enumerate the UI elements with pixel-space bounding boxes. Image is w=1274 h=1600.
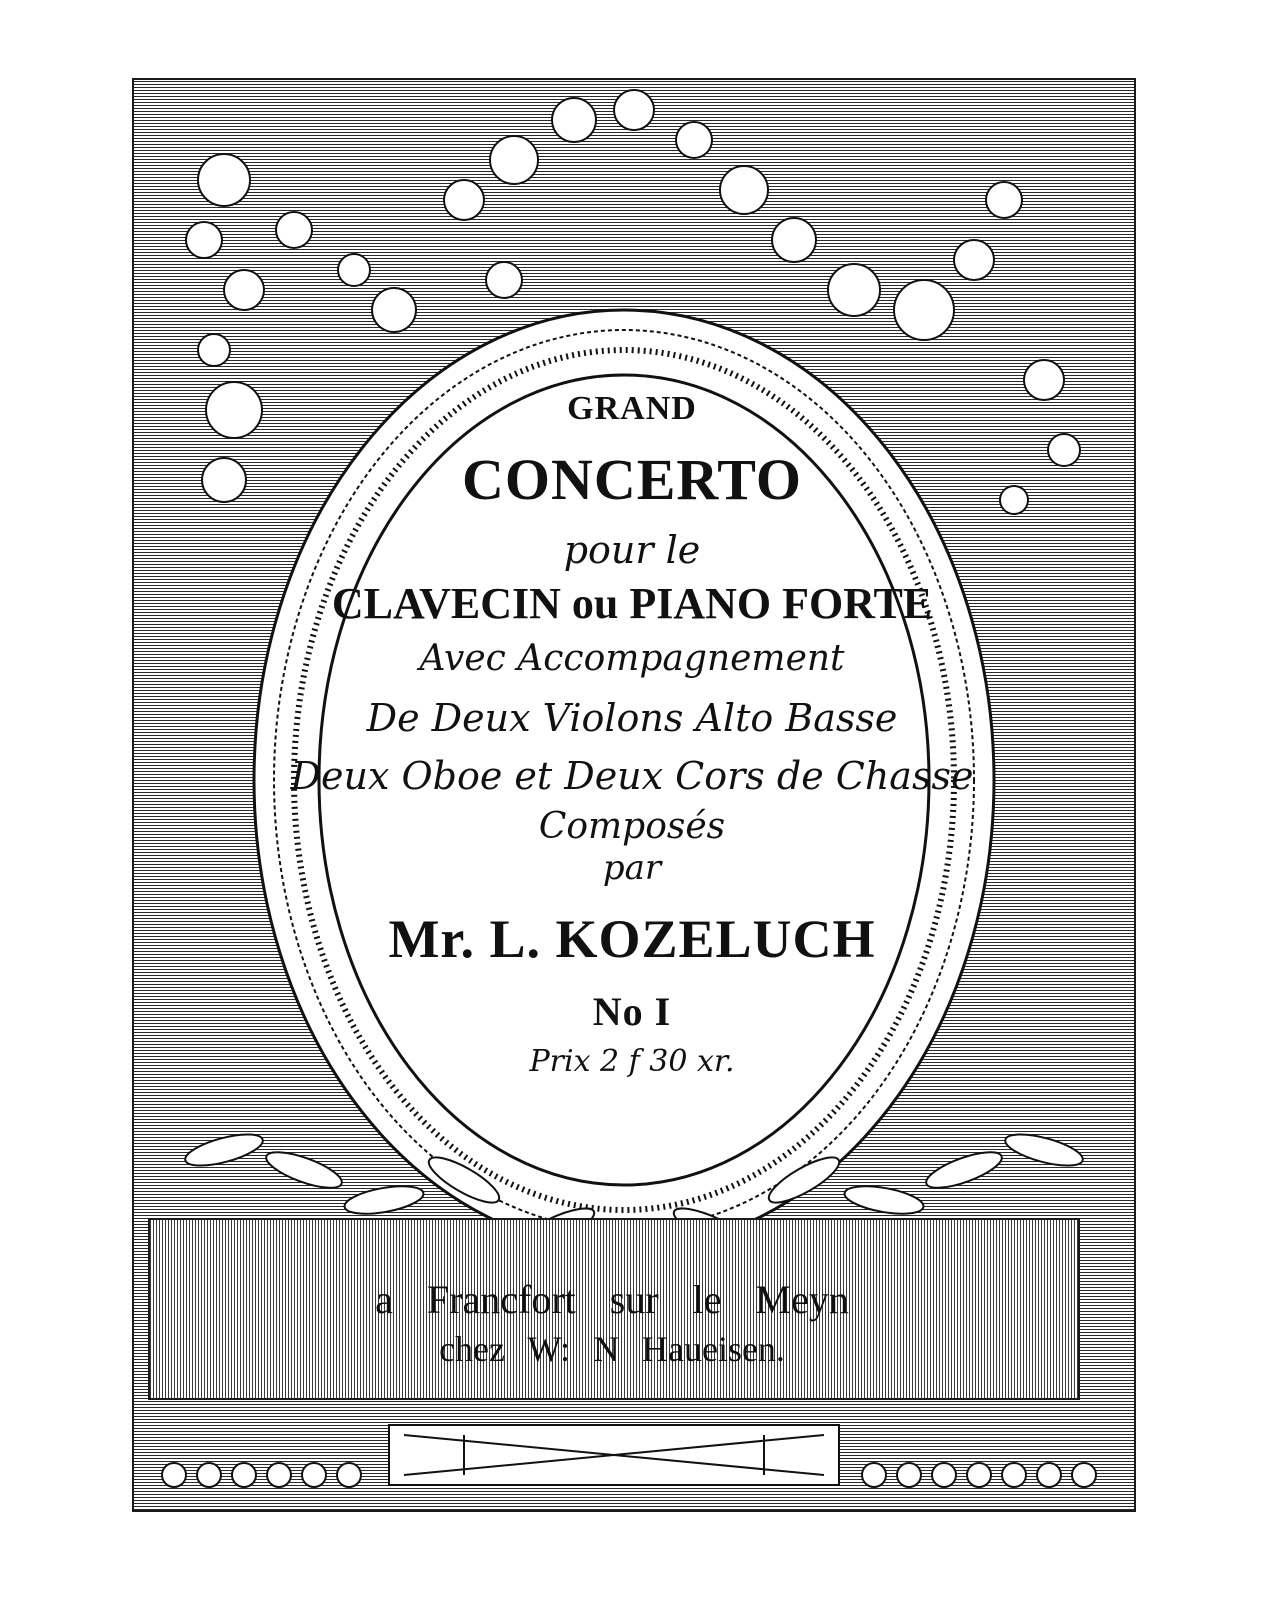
title-number: No I [592, 989, 672, 1034]
publisher-place: a Francfort sur le Meyn [375, 1277, 849, 1322]
title-instruments-winds: Deux Oboe et Deux Cors de Chasse [290, 754, 974, 798]
title-grand: GRAND [567, 390, 697, 427]
title-concerto: CONCERTO [461, 447, 803, 512]
title-pour-le: pour le [563, 528, 701, 572]
title-price: Prix 2 f 30 xr. [529, 1044, 735, 1079]
title-par: par [602, 848, 662, 888]
title-instrument: CLAVECIN ou PIANO FORTE [331, 579, 933, 628]
publisher-name: chez W: N Haueisen. [439, 1329, 785, 1369]
title-author: Mr. L. KOZELUCH [388, 909, 876, 969]
title-instruments-strings: De Deux Violons Alto Basse [366, 696, 898, 740]
title-accompaniment: Avec Accompagnement [419, 638, 845, 679]
title-composes: Composés [538, 806, 726, 847]
